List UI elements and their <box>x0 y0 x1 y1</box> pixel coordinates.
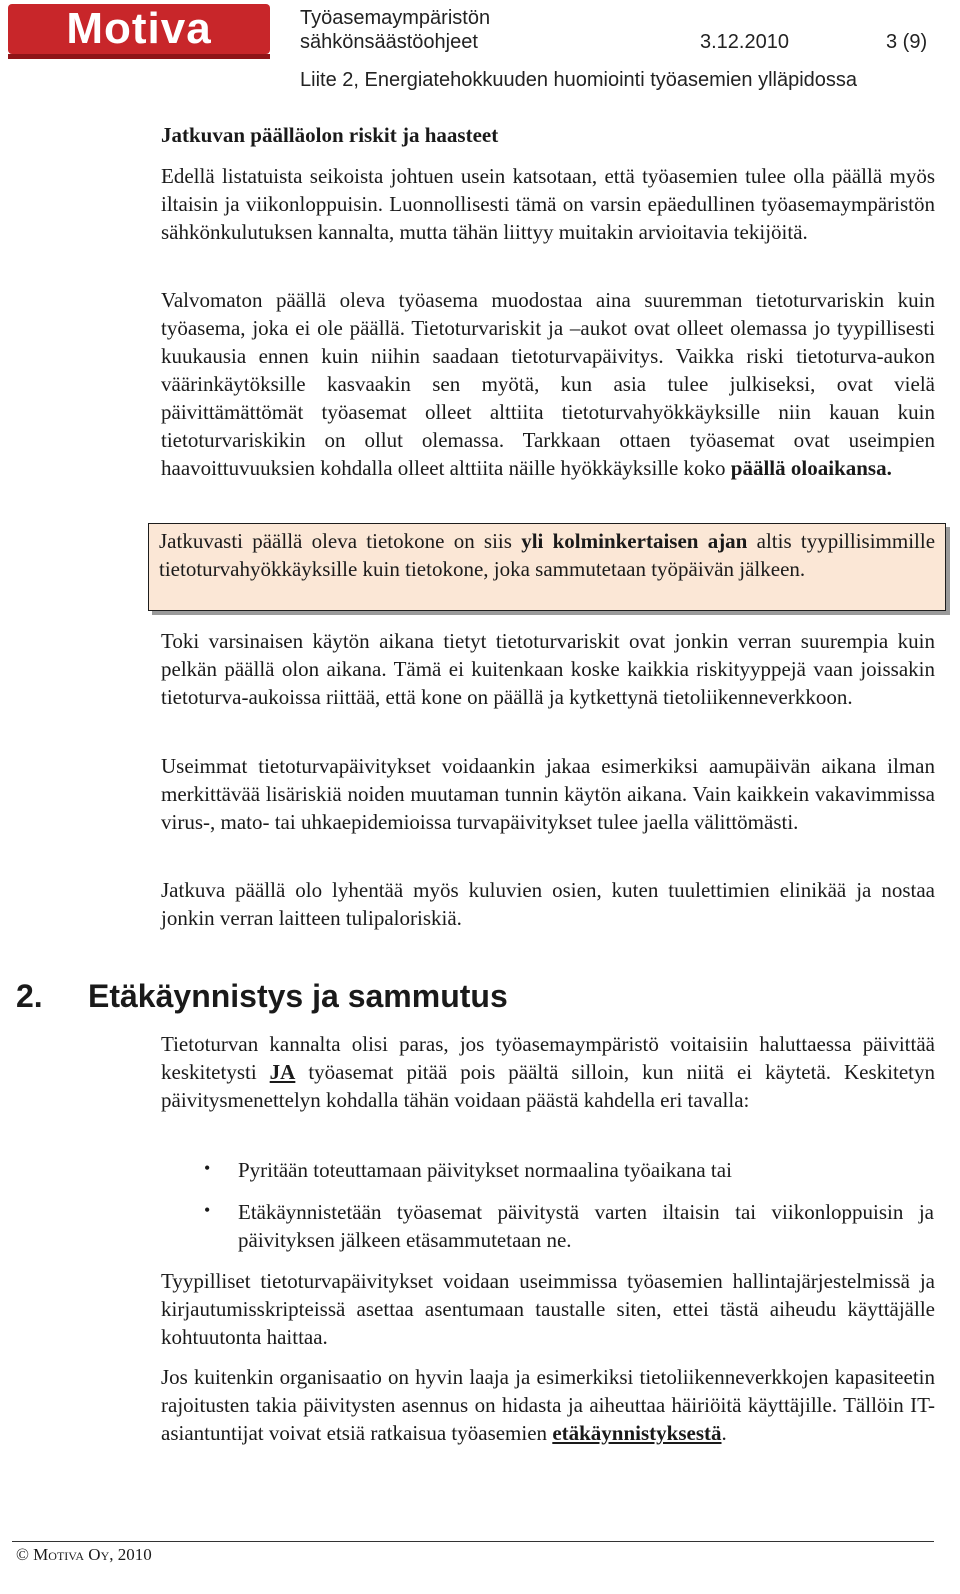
doc-title-line1: Työasemaympäristön <box>300 7 491 29</box>
paragraph-4: Useimmat tietoturvapäivitykset voidaankin jakaa esimerkiksi aamupäivän aikana ilman merkittävää lisäriskiä noiden muutaman tunnin käytön aikana. Vain kaikkein vakavimmissa virus-, mato- tai uhkaepidemioissa turvapäivitykset tulee jaella välittömästi. <box>161 754 935 834</box>
bullet-icon: • <box>204 1200 211 1220</box>
paragraph-1: Edellä listatuista seikoista johtuen usein katsotaan, että työasemien tulee olla päällä myös iltaisin ja viikonloppuisin. Luonnollisesti tämä on varsin epäedullinen työasemaympäristön sähkönkulutuksen kannalta, mutta tähän liittyy muitakin arvioitavia tekijöitä. <box>161 164 935 244</box>
chapter-heading <box>16 978 508 1015</box>
paragraph-3: Toki varsinaisen käytön aikana tietyt tietoturvariskit ovat jonkin verran suurempia kuin pelkän päällä olon aikana. Tämä ei kuitenkaan koske kaikkia riskityyppejä vaan joissakin tietoturva-aukoissa riittää, että kone on päällä ja kytkettynä tietoliikenneverkkoon. <box>161 629 935 709</box>
bullet-item: Etäkäynnistetään työasemat päivitystä varten iltaisin tai viikonloppuisin ja päivityksen jälkeen etäsammutetaan ne. <box>238 1200 934 1252</box>
header-subtitle: Liite 2, Energiatehokkuuden huomiointi työasemien ylläpidossa <box>300 69 858 91</box>
paragraph-7: Tyypilliset tietoturvapäivitykset voidaan useimmissa työasemien hallintajärjestelmissä ja kirjautumisskripteissä asettaa asentumaan taustalle siten, ettei tästä aiheudu käyttäjälle kohtuutonta haittaa. <box>161 1269 935 1349</box>
section-heading: Jatkuvan päälläolon riskit ja haasteet <box>161 123 499 147</box>
footer-divider <box>12 1541 934 1542</box>
callout-emphasis: yli kolminkertaisen ajan <box>521 529 748 553</box>
bullet-icon: • <box>204 1158 211 1178</box>
paragraph-8: Jos kuitenkin organisaatio on hyvin laaja ja esimerkiksi tietoliikenneverkkojen kapasiteetin rajoitusten takia päivitysten asennus on hidasta ja aiheuttaa häiriöitä käyttäjille. Tällöin IT-asiantuntijat voivat etsiä ratkaisua työasemien etäkäynnistyksestä. <box>161 1365 935 1445</box>
footer-copyright: © Motiva Oy, 2010 <box>16 1545 152 1564</box>
highlight-callout: Jatkuvasti päällä oleva tietokone on siis yli kolminkertaisen ajan altis tyypillisimmille tietoturvahyökkäyksille kuin tietokone, joka sammutetaan työpäivän jälkeen. <box>148 523 946 611</box>
chapter-number: 2. <box>16 978 43 1014</box>
paragraph-2: Valvomaton päällä oleva työasema muodostaa aina suuremman tietoturvariskin kuin työasema, joka ei ole päällä. Tietoturvariskit ja –aukot ovat olleet olemassa jo tyypillisesti kuukausia ennen kuin niihin saadaan tietoturvapäivitys. Vaikka riski tietoturva-aukon väärinkäytöksille kasvaakin sen myötä, kun asia tulee julkiseksi, ovat vielä päivittämättömät työasemat olleet alttiita tietoturvahyökkäyksille niin kauan kuin tietoturvariskikin on ollut olemassa. Tarkkaan ottaen työasemat ovat useimpien haavoittuvuuksien kohdalla olleet alttiita näille hyökkäyksille koko päällä oloaikansa. <box>161 288 935 480</box>
paragraph-5: Jatkuva päällä olo lyhentää myös kuluvien osien, kuten tuulettimien elinikää ja nostaa jonkin verran laitteen tulipaloriskiä. <box>161 878 935 930</box>
emphasis-text: päällä oloaikansa. <box>730 456 892 480</box>
motiva-logo: Motiva <box>8 4 270 54</box>
paragraph-6: Tietoturvan kannalta olisi paras, jos työasemaympäristö voitaisiin haluttaessa päivittää keskitetysti JA työasemat pitää pois päältä silloin, kun niitä ei käytetä. Keskitetyn päivitysmenettelyn kohdalla tähän voidaan päästä kahdella eri tavalla: <box>161 1032 935 1112</box>
emphasis-ja: JA <box>269 1060 296 1084</box>
emphasis-link-text: etäkäynnistyksestä <box>552 1421 722 1445</box>
header-date: 3.12.2010 <box>700 31 789 53</box>
chapter-title: Etäkäynnistys ja sammutus <box>88 978 508 1014</box>
doc-title-line2: sähkönsäästöohjeet <box>300 31 478 53</box>
page-number: 3 (9) <box>886 31 928 53</box>
bullet-item: Pyritään toteuttamaan päivitykset normaalina työaikana tai <box>238 1158 732 1182</box>
logo-underline <box>8 54 270 59</box>
